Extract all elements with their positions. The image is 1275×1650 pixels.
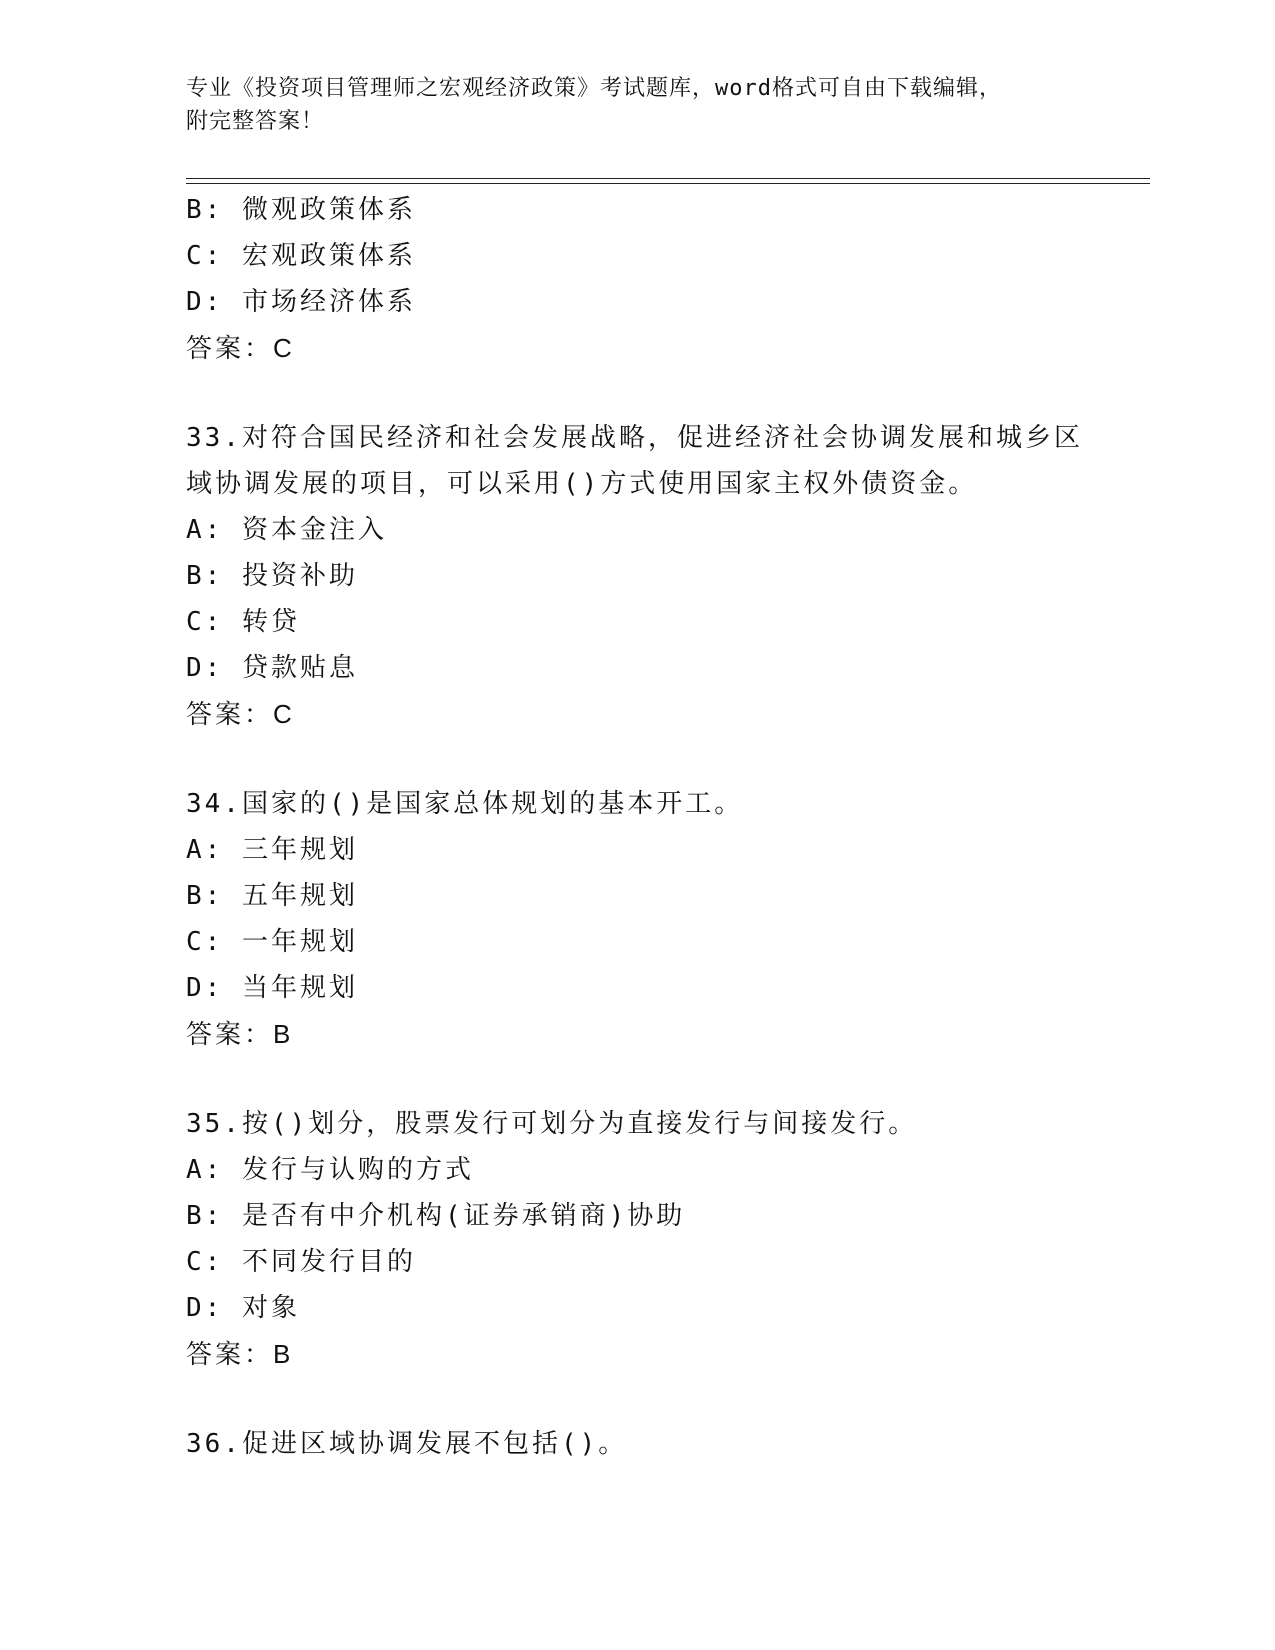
option-d: D: 当年规划 <box>186 973 358 1003</box>
option-b: B: 是否有中介机构(证券承销商)协助 <box>186 1201 686 1231</box>
option-d: D: 市场经济体系 <box>186 287 416 317</box>
answer: 答案：B <box>186 1339 294 1369</box>
header-line-2: 附完整答案！ <box>186 109 325 134</box>
answer: 答案：B <box>186 1019 294 1049</box>
option-a: A: 资本金注入 <box>186 515 387 545</box>
question-36 <box>186 1421 1086 1467</box>
option-c: C: 不同发行目的 <box>186 1247 416 1277</box>
option-b: B: 微观政策体系 <box>186 195 416 225</box>
question-35 <box>186 1101 1086 1377</box>
header-rule-bottom <box>186 183 1150 184</box>
option-d: D: 贷款贴息 <box>186 653 358 683</box>
option-b: B: 投资补助 <box>186 561 358 591</box>
question-stem: 35.按()划分，股票发行可划分为直接发行与间接发行。 <box>186 1109 918 1139</box>
option-c: C: 转贷 <box>186 607 300 637</box>
option-a: A: 三年规划 <box>186 835 358 865</box>
option-b: B: 五年规划 <box>186 881 358 911</box>
question-33 <box>186 415 1086 737</box>
option-c: C: 一年规划 <box>186 927 358 957</box>
question-32-continued <box>186 187 1086 371</box>
option-c: C: 宏观政策体系 <box>186 241 416 271</box>
header-rule-top <box>186 178 1150 179</box>
option-d: D: 对象 <box>186 1293 300 1323</box>
option-a: A: 发行与认购的方式 <box>186 1155 474 1185</box>
question-stem: 34.国家的()是国家总体规划的基本开工。 <box>186 789 744 819</box>
question-34 <box>186 781 1086 1057</box>
question-stem: 36.促进区域协调发展不包括()。 <box>186 1429 628 1459</box>
header-line-1: 专业《投资项目管理师之宏观经济政策》考试题库，word格式可自由下载编辑， <box>186 76 1002 101</box>
answer: 答案：C <box>186 333 295 363</box>
question-stem-line-2: 域协调发展的项目，可以采用()方式使用国家主权外债资金。 <box>186 469 978 499</box>
question-stem-line-1: 33.对符合国民经济和社会发展战略，促进经济社会协调发展和城乡区 <box>186 423 1083 453</box>
question-list <box>186 187 1086 1467</box>
document-header <box>186 72 1086 138</box>
answer: 答案：C <box>186 699 295 729</box>
